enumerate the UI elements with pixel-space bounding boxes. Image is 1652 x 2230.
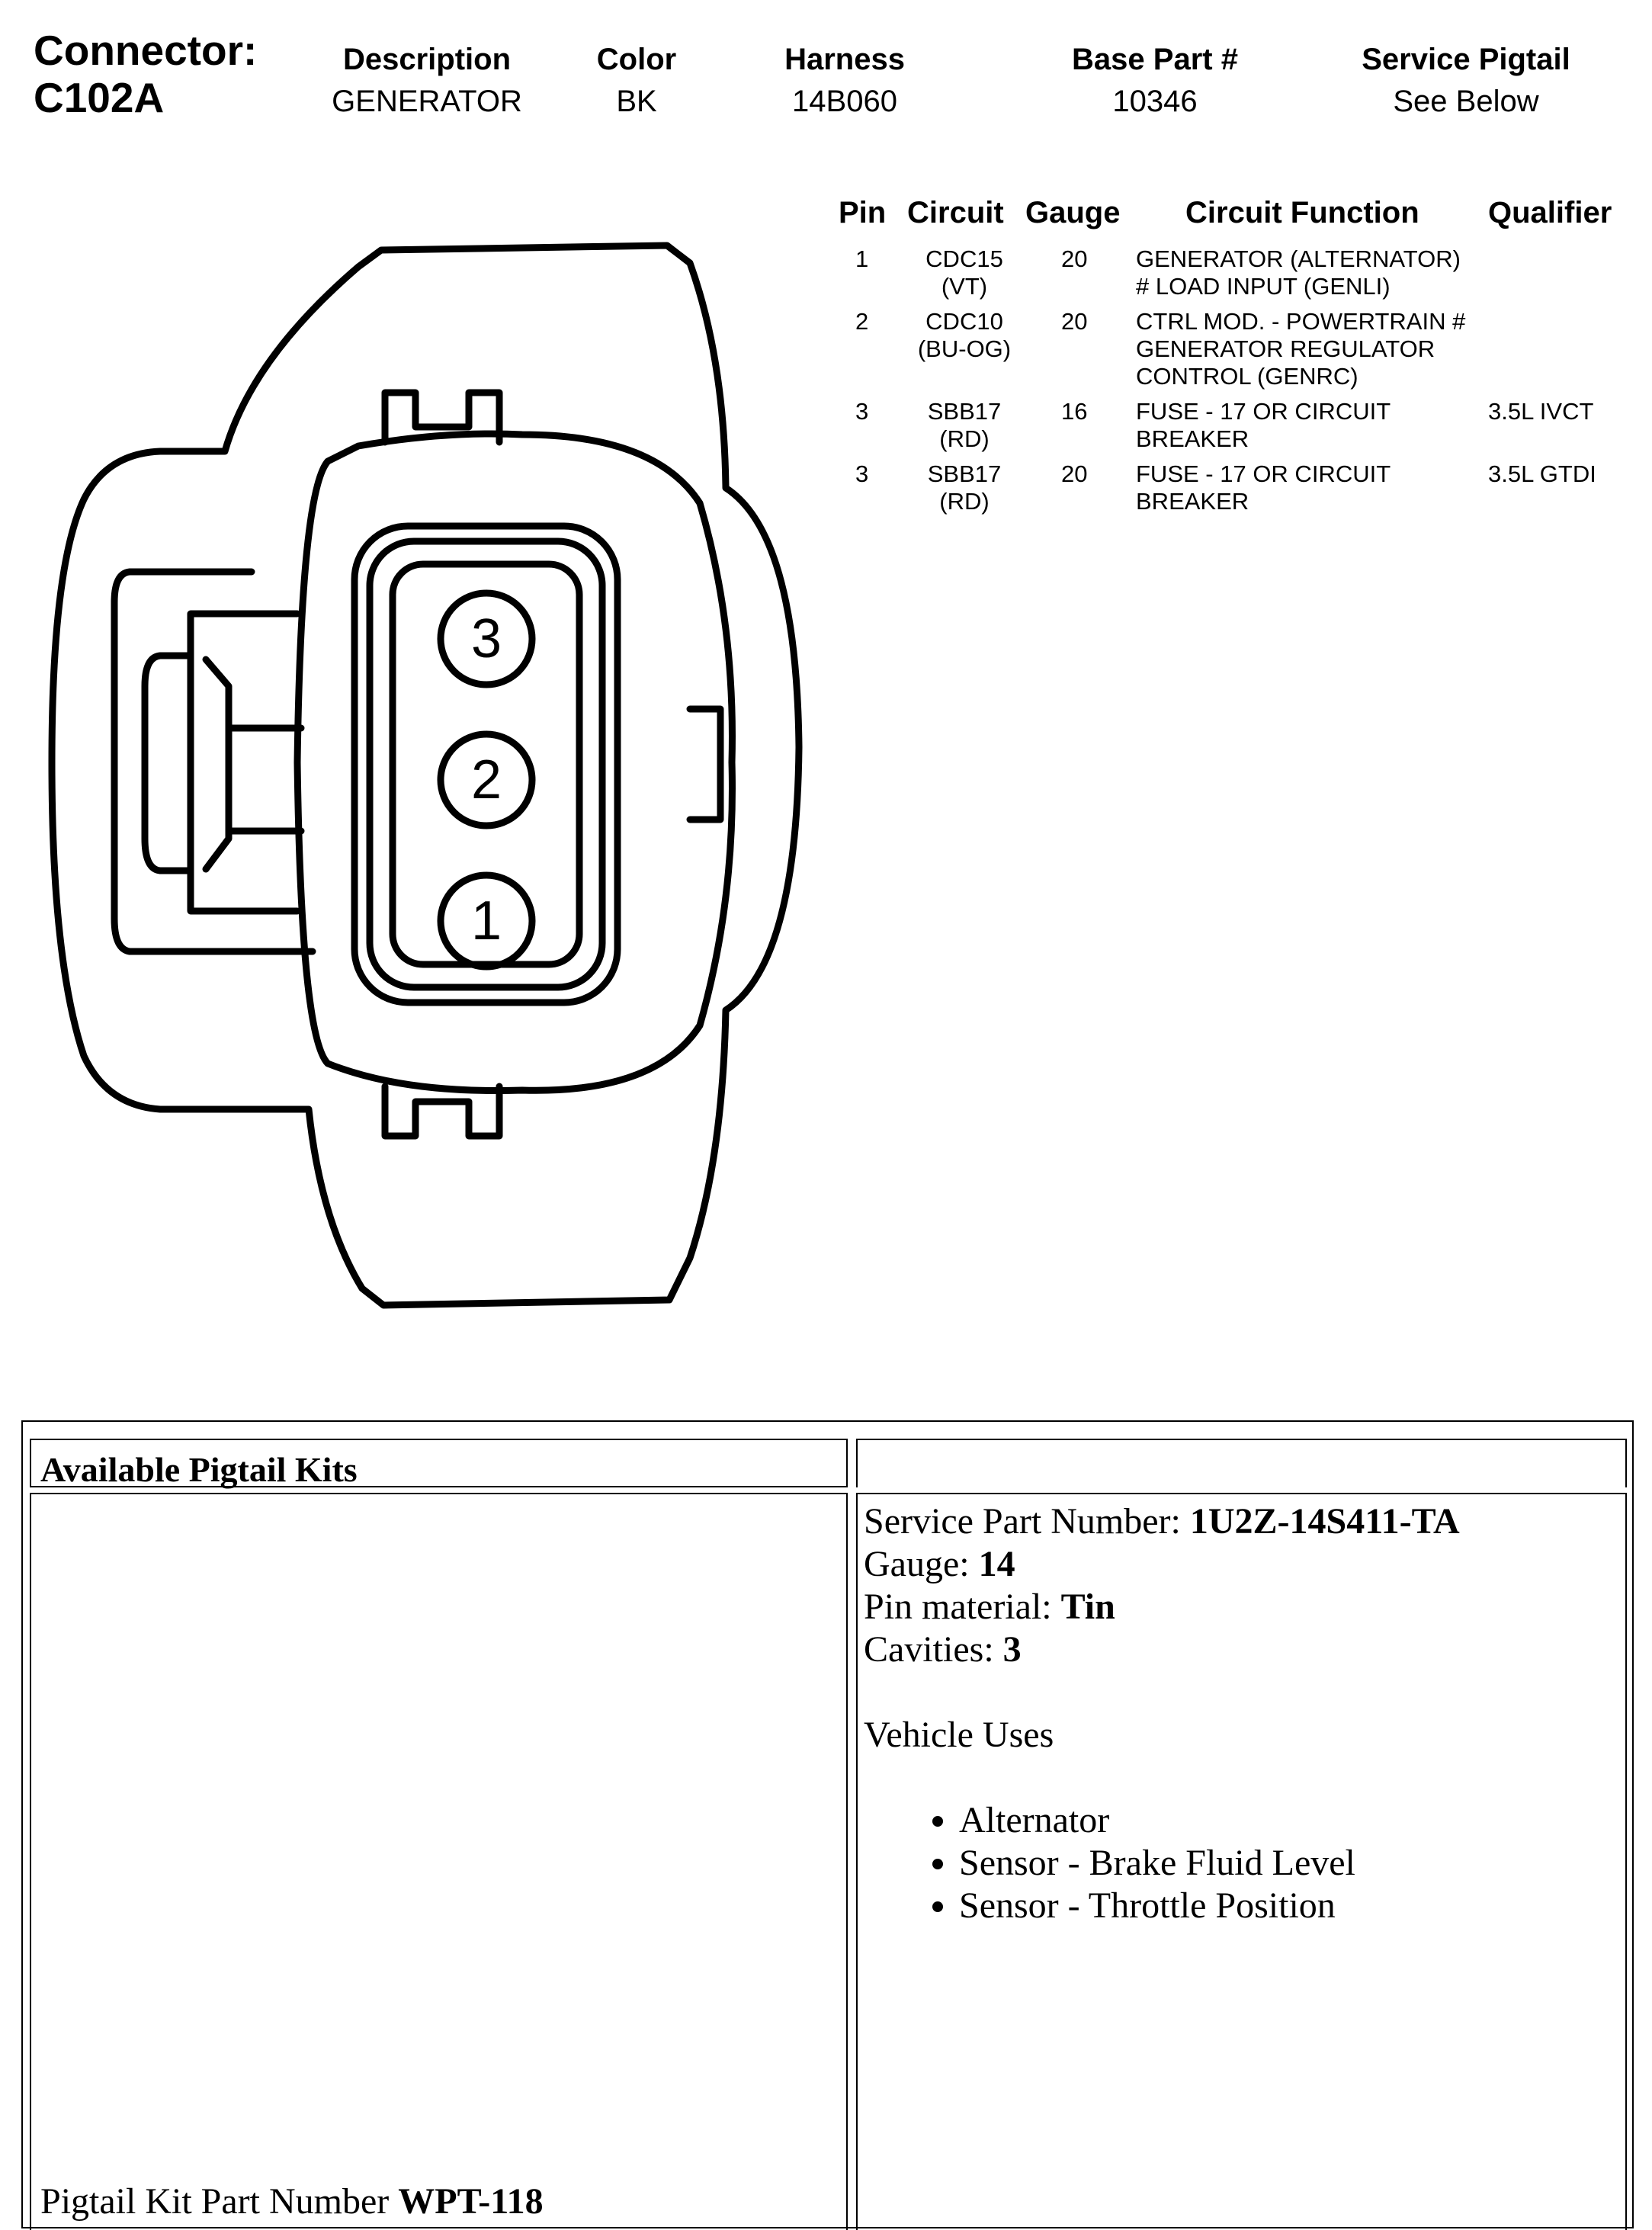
pin-material-value: Tin bbox=[1060, 1587, 1115, 1627]
gauge-cell: 16 bbox=[1061, 398, 1088, 425]
gauge-cell: 20 bbox=[1061, 460, 1088, 487]
cavities-label: Cavities: bbox=[864, 1629, 1003, 1670]
qualifier-cell: 3.5L GTDI bbox=[1488, 460, 1596, 487]
gauge-cell: 20 bbox=[1061, 308, 1088, 335]
vehicle-uses-label: Vehicle Uses bbox=[864, 1715, 1054, 1755]
circuit-color: (RD) bbox=[939, 487, 990, 515]
kit-image-cell bbox=[30, 1493, 848, 2230]
circuit-id: CDC10 bbox=[925, 308, 1003, 335]
service-pigtail-header: Service Pigtail bbox=[1362, 43, 1570, 76]
pin-col-header: Pin bbox=[839, 196, 887, 229]
service-pigtail-value: See Below bbox=[1393, 85, 1539, 118]
gauge-value: 14 bbox=[978, 1544, 1015, 1584]
service-pigtail-column bbox=[1336, 40, 1596, 124]
gauge-label: Gauge: bbox=[864, 1544, 979, 1584]
kit-part-value: WPT-118 bbox=[398, 2181, 544, 2222]
pin-material-label: Pin material: bbox=[864, 1587, 1061, 1627]
kit-details-cell bbox=[856, 1493, 1627, 2230]
color-header: Color bbox=[596, 43, 677, 76]
pin-number: 3 bbox=[855, 398, 869, 425]
circuit-id: SBB17 bbox=[927, 398, 1002, 425]
connector-right-key bbox=[690, 709, 720, 820]
circuit-color: (BU-OG) bbox=[917, 335, 1012, 362]
base-part-column bbox=[1025, 40, 1285, 124]
function-line: GENERATOR (ALTERNATOR) bbox=[1136, 245, 1461, 272]
function-line: # LOAD INPUT (GENLI) bbox=[1136, 272, 1391, 300]
function-line: CONTROL (GENRC) bbox=[1136, 362, 1358, 390]
cavities-value: 3 bbox=[1002, 1629, 1022, 1670]
vehicle-uses-list bbox=[864, 1799, 1625, 1927]
connector-face-diagram bbox=[46, 236, 808, 1327]
gauge-line bbox=[864, 1543, 1625, 1586]
circuit-cell bbox=[911, 398, 1018, 453]
pin-2-label: 2 bbox=[470, 749, 502, 810]
description-value: GENERATOR bbox=[332, 85, 522, 118]
color-value: BK bbox=[616, 85, 657, 118]
qualifier-cell: 3.5L IVCT bbox=[1488, 398, 1594, 425]
cavities-line bbox=[864, 1628, 1625, 1671]
connector-id: C102A bbox=[34, 73, 165, 121]
function-line: GENERATOR REGULATOR bbox=[1136, 335, 1435, 362]
function-line: FUSE - 17 OR CIRCUIT bbox=[1136, 398, 1391, 425]
circuit-id: CDC15 bbox=[925, 245, 1003, 272]
connector-heading bbox=[34, 27, 257, 121]
function-cell bbox=[1136, 398, 1391, 453]
circuit-id: SBB17 bbox=[927, 460, 1002, 487]
connector-inner-rim bbox=[297, 434, 732, 1091]
qualifier-col-header: Qualifier bbox=[1488, 196, 1612, 229]
circuit-col-header: Circuit bbox=[907, 196, 1004, 229]
vehicle-use-item: • Sensor - Throttle Position bbox=[959, 1885, 1625, 1927]
function-line: BREAKER bbox=[1136, 425, 1249, 452]
pin-number: 1 bbox=[855, 245, 869, 272]
pigtail-kits-table bbox=[21, 1420, 1634, 2228]
function-cell bbox=[1136, 308, 1465, 390]
circuit-color: (RD) bbox=[939, 425, 990, 452]
function-cell bbox=[1136, 460, 1391, 515]
pin-number: 2 bbox=[855, 308, 869, 335]
description-header: Description bbox=[342, 43, 512, 76]
connector-outer-housing bbox=[52, 245, 799, 1305]
circuit-color: (VT) bbox=[941, 272, 988, 300]
vehicle-use-item: • Alternator bbox=[959, 1799, 1625, 1842]
function-cell bbox=[1136, 245, 1461, 300]
function-line: BREAKER bbox=[1136, 487, 1249, 515]
service-part-line bbox=[864, 1500, 1625, 1543]
service-part-value: 1U2Z-14S411-TA bbox=[1189, 1501, 1460, 1542]
kit-part-number bbox=[40, 2180, 544, 2222]
harness-column bbox=[715, 40, 974, 124]
pin-1-label: 1 bbox=[470, 890, 502, 951]
function-line: CTRL MOD. - POWERTRAIN # bbox=[1136, 308, 1466, 335]
pin-3-label: 3 bbox=[470, 608, 502, 669]
gauge-col-header: Gauge bbox=[1025, 196, 1121, 229]
pin-number: 3 bbox=[855, 460, 869, 487]
connector-latch-ramp bbox=[206, 659, 229, 869]
function-col-header: Circuit Function bbox=[1185, 196, 1419, 229]
service-part-label: Service Part Number: bbox=[864, 1501, 1190, 1542]
pin-material-line bbox=[864, 1586, 1625, 1628]
circuit-cell bbox=[911, 460, 1018, 515]
kits-title: Available Pigtail Kits bbox=[40, 1450, 358, 1489]
kit-part-label: Pigtail Kit Part Number bbox=[40, 2181, 399, 2222]
function-line: FUSE - 17 OR CIRCUIT bbox=[1136, 460, 1391, 487]
harness-header: Harness bbox=[784, 43, 905, 76]
connector-label: Connector: bbox=[34, 27, 258, 74]
harness-value: 14B060 bbox=[792, 85, 897, 118]
vehicle-use-item: • Sensor - Brake Fluid Level bbox=[959, 1842, 1625, 1885]
circuit-cell bbox=[911, 245, 1018, 300]
connector-latch-tab bbox=[145, 656, 191, 871]
base-part-header: Base Part # bbox=[1072, 43, 1238, 76]
circuit-cell bbox=[911, 308, 1018, 363]
empty-header-cell bbox=[856, 1439, 1627, 1487]
kits-title-cell bbox=[30, 1439, 848, 1487]
base-part-value: 10346 bbox=[1112, 85, 1198, 118]
gauge-cell: 20 bbox=[1061, 245, 1088, 272]
